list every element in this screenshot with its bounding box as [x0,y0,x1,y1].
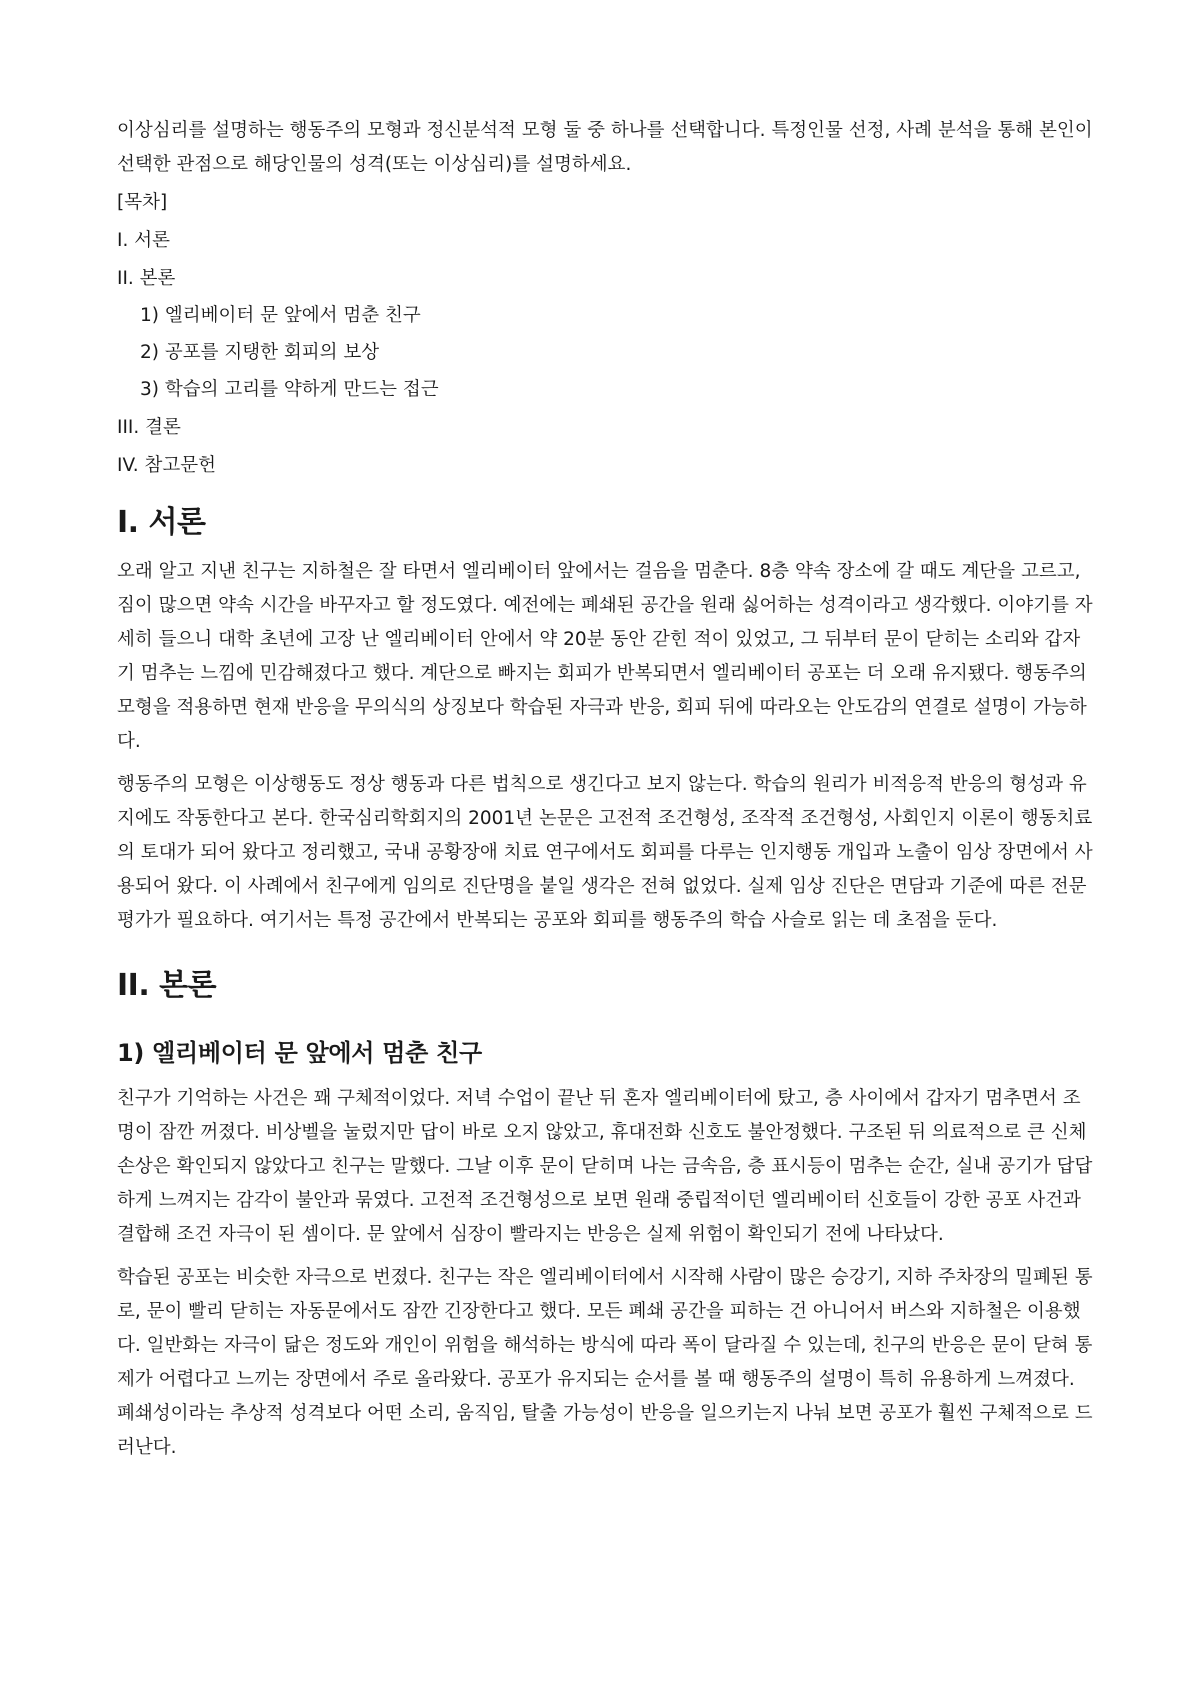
body-sub1-paragraph-1: 친구가 기억하는 사건은 꽤 구체적이었다. 저녁 수업이 끝난 뒤 혼자 엘리베이터에 탔고, 층 사이에서 갑자기 멈추면서 조명이 잠깐 꺼졌다. 비상벨을 눌렀지만 답이 바로 오지 않았고, 휴대전화 신호도 불안정했다. 구조된 뒤 의료적으로 큰 신체 손상은 확인되지 않았다고 친구는 말했다. 그날 이후 문이 닫히며 나는 금속음, 층 표시등이 멈추는 순간, 실내 공기가 답답하게 느껴지는 감각이 불안과 묶였다. 고전적 조건형성으로 보면 원래 중립적이던 엘리베이터 신호들이 강한 공포 사건과 결합해 조건 자극이 된 셈이다. 문 앞에서 심장이 빨라지는 반응은 실제 위험이 확인되기 전에 나타났다. [117,1088,1093,1245]
section-title-body: II. 본론 [117,968,217,1003]
toc-item-conclusion: III. 결론 [117,417,181,438]
table-of-contents [117,190,1098,479]
section-title-intro: I. 서론 [117,505,206,540]
toc-item-intro: I. 서론 [117,230,170,251]
subsection-title-1: 1) 엘리베이터 문 앞에서 멈춘 친구 [117,1039,482,1067]
toc-item-body: II. 본론 [117,268,176,289]
intro-paragraph-1: 오래 알고 지낸 친구는 지하철은 잘 타면서 엘리베이터 앞에서는 걸음을 멈춘다. 8층 약속 장소에 갈 때도 계단을 고르고, 짐이 많으면 약속 시간을 바꾸자고 할 정도였다. 예전에는 폐쇄된 공간을 원래 싫어하는 성격이라고 생각했다. 이야기를 자세히 들으니 대학 초년에 고장 난 엘리베이터 안에서 약 20분 동안 갇힌 적이 있었고, 그 뒤부터 문이 닫히는 소리와 갑자기 멈추는 느낌에 민감해졌다고 했다. 계단으로 빠지는 회피가 반복되면서 엘리베이터 공포는 더 오래 유지됐다. 행동주의 모형을 적용하면 현재 반응을 무의식의 상징보다 학습된 자극과 반응, 회피 뒤에 따라오는 안도감의 연결로 설명이 가능하다. [117,561,1093,752]
intro-paragraph-2: 행동주의 모형은 이상행동도 정상 행동과 다른 법칙으로 생긴다고 보지 않는다. 학습의 원리가 비적응적 반응의 형성과 유지에도 작동한다고 본다. 한국심리학회지의 2001년 논문은 고전적 조건형성, 조작적 조건형성, 사회인지 이론이 행동치료의 토대가 되어 왔다고 정리했고, 국내 공황장애 치료 연구에서도 회피를 다루는 인지행동 개입과 노출이 임상 장면에서 사용되어 왔다. 이 사례에서 친구에게 임의로 진단명을 붙일 생각은 전혀 없었다. 실제 임상 진단은 면담과 기준에 따른 전문 평가가 필요하다. 여기서는 특정 공간에서 반복되는 공포와 회피를 행동주의 학습 사슬로 읽는 데 초점을 둔다. [117,774,1093,931]
toc-subitem-1: 1) 엘리베이터 문 앞에서 멈춘 친구 [140,305,421,326]
assignment-prompt: 이상심리를 설명하는 행동주의 모형과 정신분석적 모형 둘 중 하나를 선택합니다. 특정인물 선정, 사례 분석을 통해 본인이 선택한 관점으로 해당인물의 성격(또는 이상심리)를 설명하세요. [117,120,1093,175]
toc-subitem-2: 2) 공포를 지탱한 회피의 보상 [140,342,380,363]
toc-heading: [목차] [117,192,168,213]
body-sub1-paragraph-2: 학습된 공포는 비슷한 자극으로 번졌다. 친구는 작은 엘리베이터에서 시작해 사람이 많은 승강기, 지하 주차장의 밀폐된 통로, 문이 빨리 닫히는 자동문에서도 잠깐 긴장한다고 했다. 모든 폐쇄 공간을 피하는 건 아니어서 버스와 지하철은 이용했다. 일반화는 자극이 닮은 정도와 개인이 위험을 해석하는 방식에 따라 폭이 달라질 수 있는데, 친구의 반응은 문이 닫혀 통제가 어렵다고 느끼는 장면에서 주로 올라왔다. 공포가 유지되는 순서를 볼 때 행동주의 설명이 특히 유용하게 느껴졌다. 폐쇄성이라는 추상적 성격보다 어떤 소리, 움직임, 탈출 가능성이 반응을 일으키는지 나눠 보면 공포가 훨씬 구체적으로 드러난다. [117,1267,1093,1458]
toc-subitem-3: 3) 학습의 고리를 약하게 만드는 접근 [140,379,439,400]
toc-item-references: IV. 참고문헌 [117,455,216,476]
